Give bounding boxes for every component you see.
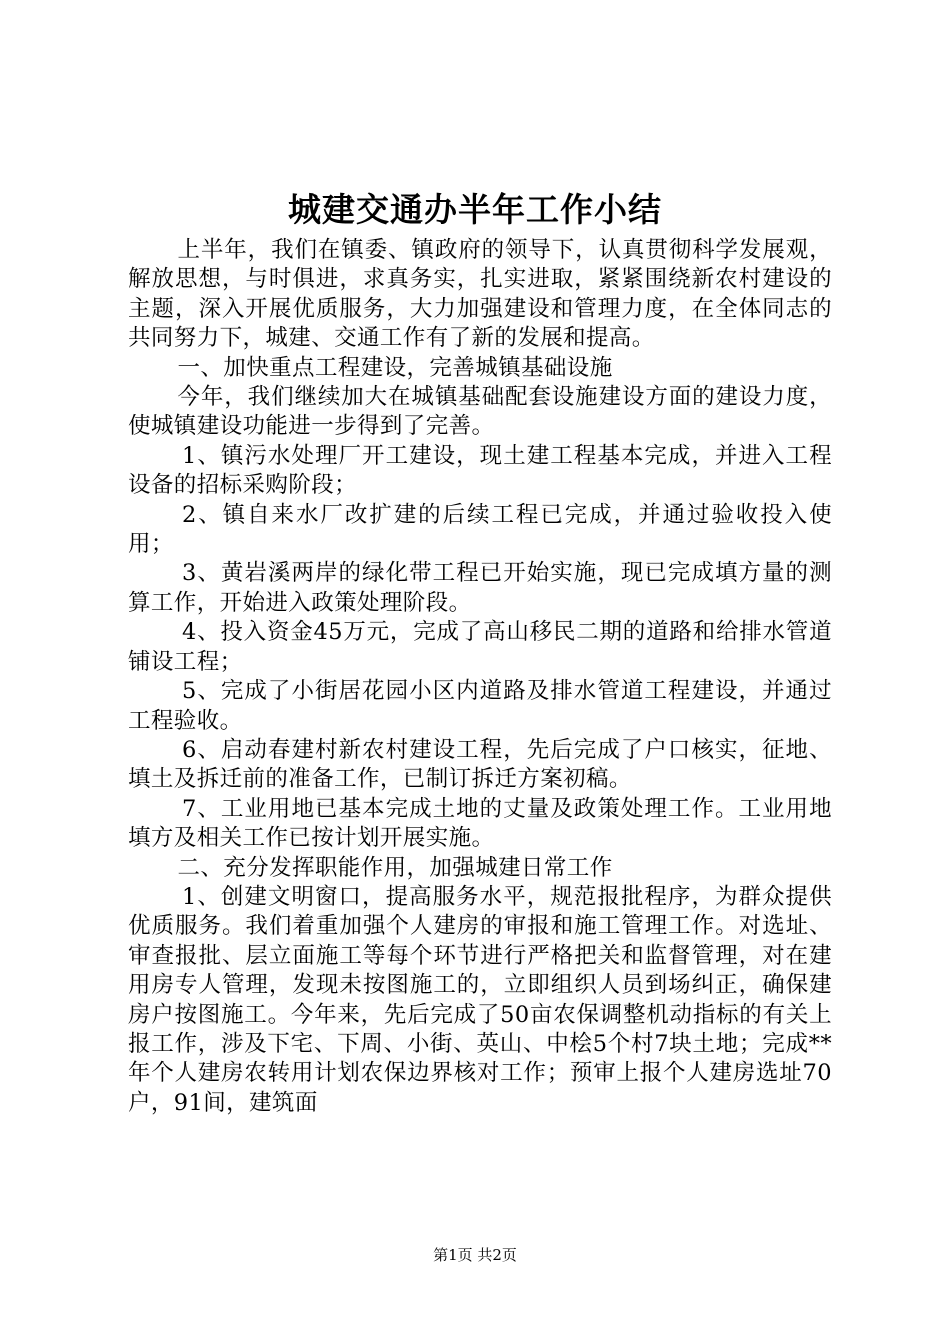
document-title: 城建交通办半年工作小结 xyxy=(288,190,662,229)
list-item-3: 3、黄岩溪两岸的绿化带工程已开始实施，现已完成填方量的测算工作，开始进入政策处理阶段。 xyxy=(128,560,832,616)
list-item-7: 7、工业用地已基本完成土地的丈量及政策处理工作。工业用地填方及相关工作已按计划开展实施。 xyxy=(128,795,832,852)
paragraph-intro: 上半年，我们在镇委、镇政府的领导下，认真贯彻科学发展观，解放思想，与时俱进，求真务实，扎实进取，紧紧围绕新农村建设的主题，深入开展优质服务，大力加强建设和管理力度，在全体同志的共同努力下，城建、交通工作有了新的发展和提高。 xyxy=(128,237,832,352)
list-item-4: 4、投入资金45万元，完成了高山移民二期的道路和给排水管道铺设工程； xyxy=(128,619,832,675)
document-body xyxy=(128,236,832,1118)
list-item-5: 5、完成了小街居花园小区内道路及排水管道工程建设，并通过工程验收。 xyxy=(128,678,832,734)
list-item-6: 6、启动春建村新农村建设工程，先后完成了户口核实，征地、填土及拆迁前的准备工作，已制订拆迁方案初稿。 xyxy=(128,736,832,793)
list-item-2: 2、镇自来水厂改扩建的后续工程已完成，并通过验收投入使用； xyxy=(128,501,832,558)
paragraph-section-2-item-1: 1、创建文明窗口，提高服务水平，规范报批程序，为群众提供优质服务。我们着重加强个人建房的审报和施工管理工作。对选址、审查报批、层立面施工等每个环节进行严格把关和监督管理，对在建用房专人管理，发现未按图施工的，立即组织人员到场纠正，确保建房户按图施工。今年来，先后完成了50亩农保调整机动指标的有关上报工作，涉及下宅、下周、小街、英山、中桧5个村7块土地；完成**年个人建房农转用计划农保边界核对工作；预审上报个人建房选址70户，91间，建筑面 xyxy=(128,883,832,1116)
section-heading-2: 二、充分发挥职能作用，加强城建日常工作 xyxy=(177,854,613,881)
paragraph-section-1-intro: 今年，我们继续加大在城镇基础配套设施建设方面的建设力度，使城镇建设功能进一步得到了完善。 xyxy=(128,384,832,440)
page-number-footer: 第1页 共2页 xyxy=(433,1246,517,1264)
list-item-1: 1、镇污水处理厂开工建设，现土建工程基本完成，并进入工程设备的招标采购阶段； xyxy=(128,442,832,499)
section-heading-1: 一、加快重点工程建设，完善城镇基础设施 xyxy=(177,354,613,381)
